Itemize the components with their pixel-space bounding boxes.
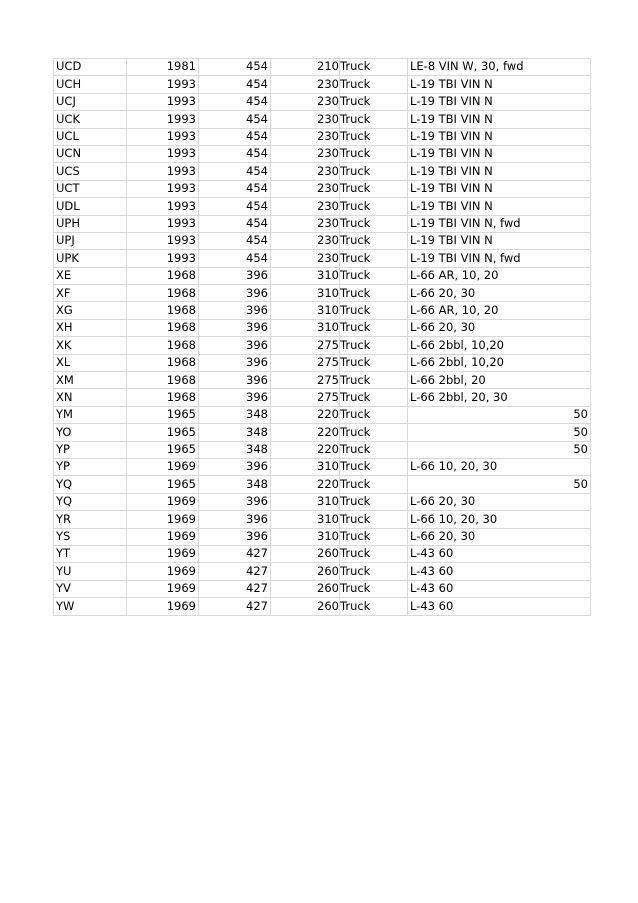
vehicle-type-cell: Truck bbox=[340, 424, 408, 441]
horsepower-cell: 310 bbox=[271, 319, 340, 336]
table-row bbox=[54, 215, 591, 232]
year-cell: 1993 bbox=[127, 250, 199, 267]
horsepower-cell: 230 bbox=[271, 128, 340, 145]
vehicle-type-cell: Truck bbox=[340, 93, 408, 110]
engine-code-table bbox=[53, 58, 591, 616]
year-cell: 1965 bbox=[127, 424, 199, 441]
displacement-cell: 427 bbox=[199, 563, 271, 580]
table-row bbox=[54, 180, 591, 197]
year-cell: 1968 bbox=[127, 302, 199, 319]
horsepower-cell: 220 bbox=[271, 406, 340, 423]
vehicle-type-cell: Truck bbox=[340, 111, 408, 128]
table-row bbox=[54, 528, 591, 545]
table-row bbox=[54, 598, 591, 615]
notes-cell: L-19 TBI VIN N bbox=[408, 76, 591, 93]
table-row bbox=[54, 511, 591, 528]
vehicle-type-cell: Truck bbox=[340, 76, 408, 93]
displacement-cell: 454 bbox=[199, 180, 271, 197]
horsepower-cell: 230 bbox=[271, 232, 340, 249]
vehicle-type-cell: Truck bbox=[340, 458, 408, 475]
notes-cell: L-66 2bbl, 10,20 bbox=[408, 337, 591, 354]
notes-cell: L-19 TBI VIN N bbox=[408, 180, 591, 197]
year-cell: 1968 bbox=[127, 319, 199, 336]
year-cell: 1993 bbox=[127, 93, 199, 110]
displacement-cell: 396 bbox=[199, 493, 271, 510]
notes-cell: L-66 20, 30 bbox=[408, 285, 591, 302]
vehicle-type-cell: Truck bbox=[340, 493, 408, 510]
year-cell: 1969 bbox=[127, 563, 199, 580]
table-row bbox=[54, 285, 591, 302]
displacement-cell: 454 bbox=[199, 59, 271, 76]
displacement-cell: 427 bbox=[199, 598, 271, 615]
table-row bbox=[54, 441, 591, 458]
horsepower-cell: 310 bbox=[271, 493, 340, 510]
table-row bbox=[54, 128, 591, 145]
horsepower-cell: 275 bbox=[271, 337, 340, 354]
horsepower-cell: 230 bbox=[271, 163, 340, 180]
displacement-cell: 454 bbox=[199, 232, 271, 249]
horsepower-cell: 260 bbox=[271, 563, 340, 580]
vehicle-type-cell: Truck bbox=[340, 319, 408, 336]
table-row bbox=[54, 372, 591, 389]
engine-code-table-body bbox=[54, 59, 591, 616]
vehicle-type-cell: Truck bbox=[340, 545, 408, 562]
notes-cell: L-66 2bbl, 20 bbox=[408, 372, 591, 389]
notes-cell: L-19 TBI VIN N bbox=[408, 93, 591, 110]
displacement-cell: 396 bbox=[199, 302, 271, 319]
year-cell: 1981 bbox=[127, 59, 199, 76]
year-cell: 1993 bbox=[127, 128, 199, 145]
displacement-cell: 454 bbox=[199, 250, 271, 267]
vehicle-type-cell: Truck bbox=[340, 198, 408, 215]
table-row bbox=[54, 198, 591, 215]
vehicle-type-cell: Truck bbox=[340, 128, 408, 145]
vehicle-type-cell: Truck bbox=[340, 302, 408, 319]
displacement-cell: 454 bbox=[199, 198, 271, 215]
year-cell: 1993 bbox=[127, 198, 199, 215]
horsepower-cell: 230 bbox=[271, 198, 340, 215]
year-cell: 1969 bbox=[127, 528, 199, 545]
displacement-cell: 348 bbox=[199, 476, 271, 493]
engine-code-cell: YM bbox=[54, 406, 127, 423]
displacement-cell: 454 bbox=[199, 111, 271, 128]
displacement-cell: 396 bbox=[199, 458, 271, 475]
engine-code-cell: XF bbox=[54, 285, 127, 302]
horsepower-cell: 260 bbox=[271, 580, 340, 597]
year-cell: 1993 bbox=[127, 180, 199, 197]
engine-code-cell: UCK bbox=[54, 111, 127, 128]
table-row bbox=[54, 319, 591, 336]
notes-cell: L-43 60 bbox=[408, 545, 591, 562]
horsepower-cell: 220 bbox=[271, 424, 340, 441]
horsepower-cell: 310 bbox=[271, 528, 340, 545]
vehicle-type-cell: Truck bbox=[340, 267, 408, 284]
year-cell: 1993 bbox=[127, 111, 199, 128]
notes-cell: L-66 10, 20, 30 bbox=[408, 511, 591, 528]
engine-code-cell: UCS bbox=[54, 163, 127, 180]
engine-code-cell: UPJ bbox=[54, 232, 127, 249]
notes-cell: 50 bbox=[408, 424, 591, 441]
horsepower-cell: 230 bbox=[271, 145, 340, 162]
vehicle-type-cell: Truck bbox=[340, 511, 408, 528]
year-cell: 1965 bbox=[127, 406, 199, 423]
vehicle-type-cell: Truck bbox=[340, 215, 408, 232]
vehicle-type-cell: Truck bbox=[340, 580, 408, 597]
displacement-cell: 454 bbox=[199, 128, 271, 145]
year-cell: 1993 bbox=[127, 163, 199, 180]
horsepower-cell: 230 bbox=[271, 215, 340, 232]
notes-cell: L-19 TBI VIN N bbox=[408, 163, 591, 180]
engine-code-cell: UCH bbox=[54, 76, 127, 93]
notes-cell: L-19 TBI VIN N bbox=[408, 198, 591, 215]
notes-cell: L-66 AR, 10, 20 bbox=[408, 267, 591, 284]
vehicle-type-cell: Truck bbox=[340, 59, 408, 76]
vehicle-type-cell: Truck bbox=[340, 145, 408, 162]
displacement-cell: 396 bbox=[199, 319, 271, 336]
table-row bbox=[54, 476, 591, 493]
vehicle-type-cell: Truck bbox=[340, 406, 408, 423]
table-row bbox=[54, 406, 591, 423]
table-row bbox=[54, 545, 591, 562]
engine-code-cell: YQ bbox=[54, 476, 127, 493]
notes-cell: L-66 2bbl, 10,20 bbox=[408, 354, 591, 371]
engine-code-cell: UCT bbox=[54, 180, 127, 197]
year-cell: 1993 bbox=[127, 215, 199, 232]
year-cell: 1969 bbox=[127, 511, 199, 528]
engine-code-cell: XN bbox=[54, 389, 127, 406]
notes-cell: L-19 TBI VIN N bbox=[408, 145, 591, 162]
vehicle-type-cell: Truck bbox=[340, 250, 408, 267]
table-row bbox=[54, 145, 591, 162]
notes-cell: L-43 60 bbox=[408, 598, 591, 615]
table-row bbox=[54, 232, 591, 249]
horsepower-cell: 260 bbox=[271, 545, 340, 562]
notes-cell: L-66 10, 20, 30 bbox=[408, 458, 591, 475]
displacement-cell: 348 bbox=[199, 441, 271, 458]
engine-code-cell: YP bbox=[54, 458, 127, 475]
year-cell: 1968 bbox=[127, 372, 199, 389]
horsepower-cell: 275 bbox=[271, 354, 340, 371]
engine-code-cell: UCN bbox=[54, 145, 127, 162]
engine-code-cell: XM bbox=[54, 372, 127, 389]
year-cell: 1969 bbox=[127, 545, 199, 562]
table-row bbox=[54, 267, 591, 284]
displacement-cell: 454 bbox=[199, 93, 271, 110]
vehicle-type-cell: Truck bbox=[340, 441, 408, 458]
year-cell: 1968 bbox=[127, 267, 199, 284]
horsepower-cell: 310 bbox=[271, 285, 340, 302]
engine-code-cell: UPH bbox=[54, 215, 127, 232]
horsepower-cell: 310 bbox=[271, 458, 340, 475]
table-row bbox=[54, 93, 591, 110]
engine-code-cell: XH bbox=[54, 319, 127, 336]
vehicle-type-cell: Truck bbox=[340, 372, 408, 389]
engine-code-cell: XL bbox=[54, 354, 127, 371]
displacement-cell: 396 bbox=[199, 337, 271, 354]
horsepower-cell: 220 bbox=[271, 441, 340, 458]
table-row bbox=[54, 302, 591, 319]
notes-cell: LE-8 VIN W, 30, fwd bbox=[408, 59, 591, 76]
year-cell: 1969 bbox=[127, 493, 199, 510]
table-row bbox=[54, 354, 591, 371]
table-row bbox=[54, 59, 591, 76]
year-cell: 1965 bbox=[127, 476, 199, 493]
notes-cell: L-66 AR, 10, 20 bbox=[408, 302, 591, 319]
year-cell: 1965 bbox=[127, 441, 199, 458]
notes-cell: 50 bbox=[408, 406, 591, 423]
engine-code-cell: YU bbox=[54, 563, 127, 580]
displacement-cell: 427 bbox=[199, 580, 271, 597]
table-row bbox=[54, 76, 591, 93]
engine-code-cell: XE bbox=[54, 267, 127, 284]
engine-code-cell: YW bbox=[54, 598, 127, 615]
notes-cell: L-19 TBI VIN N bbox=[408, 128, 591, 145]
notes-cell: L-66 20, 30 bbox=[408, 319, 591, 336]
vehicle-type-cell: Truck bbox=[340, 598, 408, 615]
vehicle-type-cell: Truck bbox=[340, 476, 408, 493]
table-row bbox=[54, 250, 591, 267]
table-row bbox=[54, 111, 591, 128]
displacement-cell: 396 bbox=[199, 528, 271, 545]
year-cell: 1968 bbox=[127, 337, 199, 354]
displacement-cell: 348 bbox=[199, 424, 271, 441]
vehicle-type-cell: Truck bbox=[340, 163, 408, 180]
horsepower-cell: 230 bbox=[271, 180, 340, 197]
notes-cell: L-66 2bbl, 20, 30 bbox=[408, 389, 591, 406]
engine-code-cell: YV bbox=[54, 580, 127, 597]
displacement-cell: 454 bbox=[199, 215, 271, 232]
table-row bbox=[54, 163, 591, 180]
vehicle-type-cell: Truck bbox=[340, 232, 408, 249]
displacement-cell: 396 bbox=[199, 372, 271, 389]
year-cell: 1968 bbox=[127, 285, 199, 302]
engine-code-cell: UCD bbox=[54, 59, 127, 76]
notes-cell: L-66 20, 30 bbox=[408, 493, 591, 510]
notes-cell: L-43 60 bbox=[408, 580, 591, 597]
year-cell: 1993 bbox=[127, 145, 199, 162]
horsepower-cell: 230 bbox=[271, 76, 340, 93]
engine-code-cell: UDL bbox=[54, 198, 127, 215]
horsepower-cell: 275 bbox=[271, 389, 340, 406]
table-row bbox=[54, 458, 591, 475]
engine-code-cell: YO bbox=[54, 424, 127, 441]
engine-code-cell: UPK bbox=[54, 250, 127, 267]
displacement-cell: 396 bbox=[199, 354, 271, 371]
displacement-cell: 396 bbox=[199, 511, 271, 528]
table-row bbox=[54, 337, 591, 354]
horsepower-cell: 230 bbox=[271, 250, 340, 267]
horsepower-cell: 275 bbox=[271, 372, 340, 389]
year-cell: 1968 bbox=[127, 389, 199, 406]
notes-cell: L-43 60 bbox=[408, 563, 591, 580]
notes-cell: 50 bbox=[408, 476, 591, 493]
horsepower-cell: 210 bbox=[271, 59, 340, 76]
notes-cell: L-19 TBI VIN N bbox=[408, 111, 591, 128]
engine-code-cell: YT bbox=[54, 545, 127, 562]
horsepower-cell: 310 bbox=[271, 267, 340, 284]
year-cell: 1993 bbox=[127, 76, 199, 93]
vehicle-type-cell: Truck bbox=[340, 389, 408, 406]
horsepower-cell: 230 bbox=[271, 93, 340, 110]
displacement-cell: 396 bbox=[199, 389, 271, 406]
year-cell: 1993 bbox=[127, 232, 199, 249]
engine-code-cell: XK bbox=[54, 337, 127, 354]
vehicle-type-cell: Truck bbox=[340, 337, 408, 354]
engine-code-cell: YS bbox=[54, 528, 127, 545]
engine-code-cell: YR bbox=[54, 511, 127, 528]
table-row bbox=[54, 389, 591, 406]
vehicle-type-cell: Truck bbox=[340, 563, 408, 580]
displacement-cell: 348 bbox=[199, 406, 271, 423]
displacement-cell: 396 bbox=[199, 285, 271, 302]
table-row bbox=[54, 580, 591, 597]
horsepower-cell: 310 bbox=[271, 511, 340, 528]
table-row bbox=[54, 493, 591, 510]
vehicle-type-cell: Truck bbox=[340, 528, 408, 545]
vehicle-type-cell: Truck bbox=[340, 180, 408, 197]
vehicle-type-cell: Truck bbox=[340, 354, 408, 371]
engine-code-cell: YQ bbox=[54, 493, 127, 510]
engine-code-cell: YP bbox=[54, 441, 127, 458]
notes-cell: L-19 TBI VIN N bbox=[408, 232, 591, 249]
notes-cell: 50 bbox=[408, 441, 591, 458]
year-cell: 1968 bbox=[127, 354, 199, 371]
displacement-cell: 454 bbox=[199, 163, 271, 180]
engine-code-cell: UCL bbox=[54, 128, 127, 145]
displacement-cell: 454 bbox=[199, 145, 271, 162]
horsepower-cell: 220 bbox=[271, 476, 340, 493]
engine-code-cell: XG bbox=[54, 302, 127, 319]
displacement-cell: 396 bbox=[199, 267, 271, 284]
displacement-cell: 454 bbox=[199, 76, 271, 93]
horsepower-cell: 310 bbox=[271, 302, 340, 319]
year-cell: 1969 bbox=[127, 580, 199, 597]
year-cell: 1969 bbox=[127, 458, 199, 475]
notes-cell: L-19 TBI VIN N, fwd bbox=[408, 250, 591, 267]
engine-code-cell: UCJ bbox=[54, 93, 127, 110]
horsepower-cell: 260 bbox=[271, 598, 340, 615]
notes-cell: L-19 TBI VIN N, fwd bbox=[408, 215, 591, 232]
notes-cell: L-66 20, 30 bbox=[408, 528, 591, 545]
year-cell: 1969 bbox=[127, 598, 199, 615]
horsepower-cell: 230 bbox=[271, 111, 340, 128]
vehicle-type-cell: Truck bbox=[340, 285, 408, 302]
table-row bbox=[54, 563, 591, 580]
table-row bbox=[54, 424, 591, 441]
displacement-cell: 427 bbox=[199, 545, 271, 562]
